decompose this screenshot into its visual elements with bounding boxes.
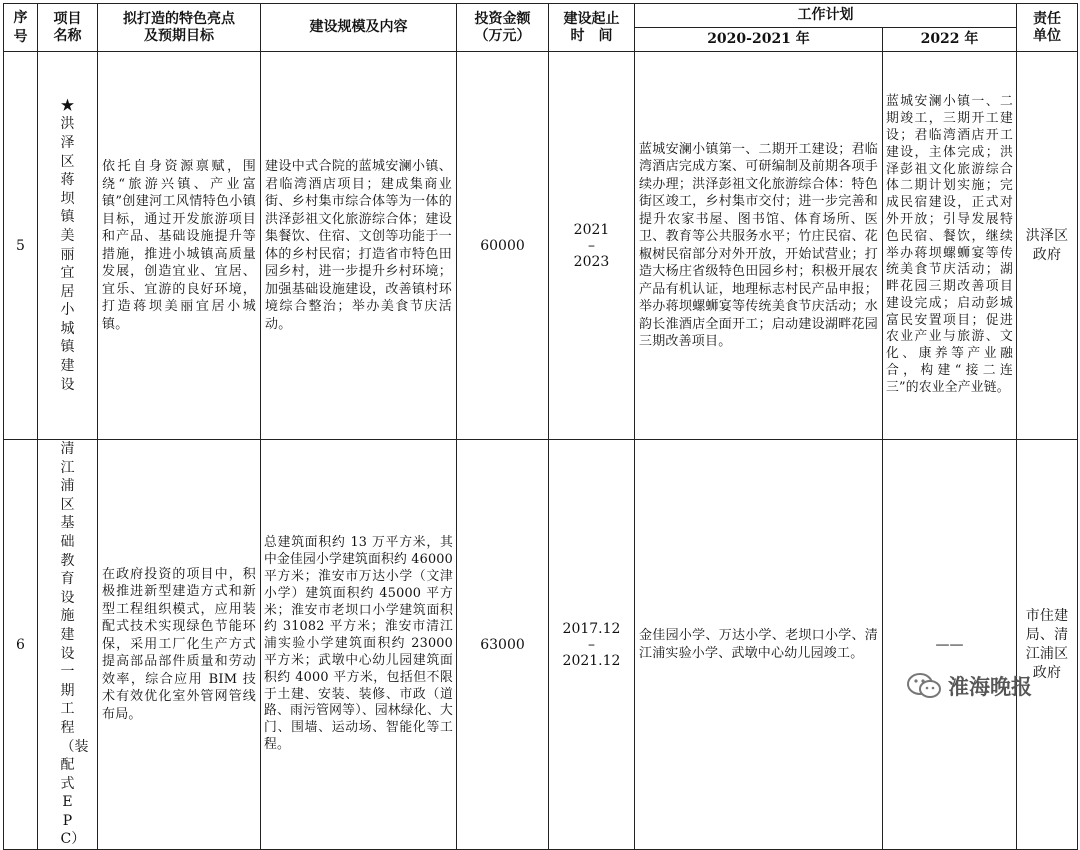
row-project-name: 清江浦区基础教育设施建设一期工程（装配式EPC） [38, 440, 98, 850]
header-unit: 责任单位 [1017, 4, 1078, 52]
period-end: 2021.12 [562, 652, 621, 669]
row-plan-2020: 金佳园小学、万达小学、老坝口小学、清江浦实验小学、武墩中心幼儿园竣工。 [635, 440, 883, 850]
row-seq: 6 [4, 440, 38, 850]
header-plan-2022: 2022 年 [883, 28, 1017, 52]
row-seq: 5 [4, 52, 38, 440]
header-scale: 建设规模及内容 [261, 4, 457, 52]
period-end: 2023 [573, 253, 610, 270]
header-plan: 工作计划 [635, 4, 1017, 28]
table-row [4, 440, 1078, 850]
period-dash: – [588, 237, 595, 254]
row-plan-2022: —— [883, 440, 1017, 850]
period-start: 2021 [573, 221, 610, 238]
header-plan-2020: 2020-2021 年 [635, 28, 883, 52]
project-table [3, 3, 1078, 850]
table-row [4, 52, 1078, 440]
header-investment: 投资金额（万元） [457, 4, 549, 52]
row-responsible-unit: 洪泽区政府 [1017, 52, 1078, 440]
row-plan-2020: 蓝城安澜小镇第一、二期开工建设；君临湾酒店完成方案、可研编制及前期各项手续办理；洪泽彭祖文化旅游综合体：特色街区竣工，乡村集市交付；进一步完善和提升农家书屋、图书馆、体育场所、医卫、教育等公共服务水平；竹庄民宿、花椒树民宿部分对外开放，开始试营业；打造大杨庄省级特色田园乡村；积极开展农产品有机认证，地理标志村民产品申报；举办蒋坝螺蛳宴等传统美食节庆活动；水韵长淮酒店全面开工；启动建设湖畔花园三期改善项目。 [635, 52, 883, 440]
row-period [549, 440, 635, 850]
watermark-text: 淮海晚报 [948, 675, 1032, 699]
row-investment: 60000 [457, 52, 549, 440]
header-name: 项目名称 [38, 4, 98, 52]
period-start: 2017.12 [562, 620, 621, 637]
row-project-name: ★洪泽区蒋坝镇美丽宜居小城镇建设 [38, 52, 98, 440]
row-highlights: 依托自身资源禀赋，围绕“旅游兴镇、产业富镇”创建河工风情特色小镇目标，通过开发旅游项目和产品、基础设施提升等措施，推进小城镇高质量发展，创造宜业、宜居、宜乐、宜游的良好环境，打造蒋坝美丽宜居小城镇。 [98, 52, 261, 440]
header-period: 建设起止时 间 [549, 4, 635, 52]
row-period [549, 52, 635, 440]
row-responsible-unit: 市住建局、清江浦区政府 [1017, 440, 1078, 850]
header-seq: 序号 [4, 4, 38, 52]
row-highlights: 在政府投资的项目中，积极推进新型建造方式和新型工程组织模式，应用装配式技术实现绿色节能环保，采用工厂化生产方式提高部品部件质量和劳动效率，综合应用 BIM 技术有效优化室外管网管线布局。 [98, 440, 261, 850]
row-scale: 总建筑面积约 13 万平方米，其中金佳园小学建筑面积约 46000 平方米；淮安市万达小学（文津小学）建筑面积约 45000 平方米；淮安市老坝口小学建筑面积约 31082 平方米；淮安市清江浦实验小学建筑面积约 23000 平方米；武墩中心幼儿园建筑面积约 4000 平方米，包括但不限于土建、安装、装修、市政（道路、雨污管网等）、园林绿化、大门、围墙、运动场、智能化等工程。 [261, 440, 457, 850]
row-scale: 建设中式合院的蓝城安澜小镇、君临湾酒店项目；建成集商业街、乡村集市综合体等为一体的洪泽彭祖文化旅游综合体；建设集餐饮、住宿、文创等功能于一体的乡村民宿；打造省市特色田园乡村，进一步提升乡村环境；加强基础设施建设，改善镇村环境综合整治；举办美食节庆活动。 [261, 52, 457, 440]
period-dash: – [588, 636, 595, 653]
header-highlights: 拟打造的特色亮点及预期目标 [98, 4, 261, 52]
wechat-icon [906, 672, 942, 700]
watermark [906, 671, 1032, 701]
row-plan-2022: 蓝城安澜小镇一、二期竣工，三期开工建设；君临湾酒店开工建设，主体完成；洪泽彭祖文化旅游综合体二期计划实施；完成民宿建设，正式对外开放；引导发展特色民宿、餐饮，继续举办蒋坝螺蛳宴等传统美食节庆活动；湖畔花园三期改善项目建设完成；启动彭城富民安置项目；促进农业产业与旅游、文化、康养等产业融合，构建“接二连三”的农业全产业链。 [883, 52, 1017, 440]
row-investment: 63000 [457, 440, 549, 850]
